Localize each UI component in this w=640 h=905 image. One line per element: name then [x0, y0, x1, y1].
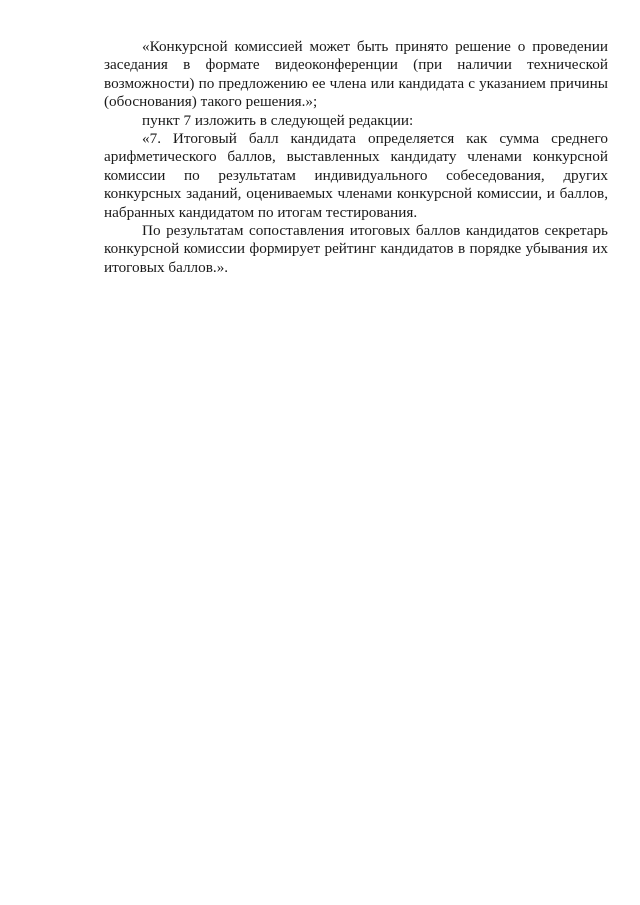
- paragraph-video-conference-decision: «Конкурсной комиссией может быть принято решение о проведении заседания в формате видеоконференции (при наличии технической возможности) по предложению ее члена или кандидата с указанием причины (обоснования) такого решения.»;: [104, 38, 608, 111]
- paragraph-candidate-rating: По результатам сопоставления итоговых баллов кандидатов секретарь конкурсной комиссии формирует рейтинг кандидатов в порядке убывания их итоговых баллов.».: [104, 222, 608, 276]
- document-body: [104, 38, 608, 277]
- paragraph-point-7-amendment: пункт 7 изложить в следующей редакции:: [142, 111, 414, 129]
- paragraph-final-score-definition: «7. Итоговый балл кандидата определяется как сумма среднего арифметического баллов, выставленных кандидату членами конкурсной комиссии по результатам индивидуального собеседования, других конкурсных заданий, оцениваемых членами конкурсной комиссии, и баллов, набранных кандидатом по итогам тестирования.: [104, 130, 608, 221]
